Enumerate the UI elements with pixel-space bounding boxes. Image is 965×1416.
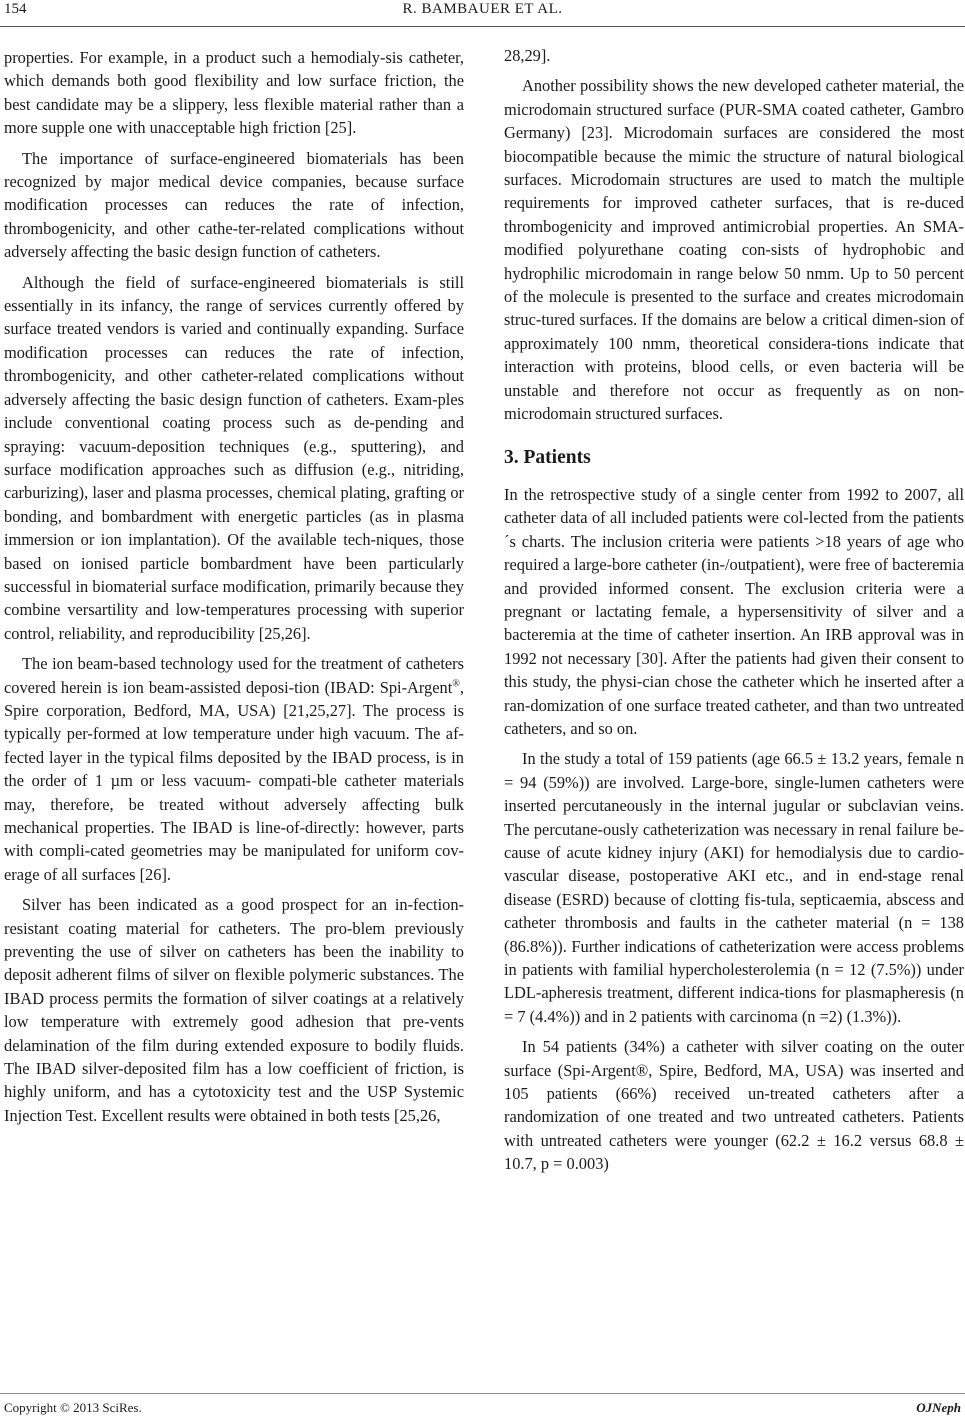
paragraph: Another possibility shows the new developed catheter material, the microdomain structured surface (PUR-SMA coated catheter, Gambro Germany) [23]. Microdomain surfaces are considered the most biocompatible because the mimic the structure of natural biological surfaces. Microdomain structures are used to match the multiple requirements for improved catheter surfaces, that is re-duced thrombogenicity and improved antimicrobial properties. An SMA-modified polyurethane coating con-sists of hydrophobic and hydrophilic microdomain in range below 50 nmm. Up to 50 percent of the molecule is presented to the surface and creates microdomain struc-tured surfaces. If the domains are below a critical dimen-sion of approximately 100 nmm, theoretical considera-tions indicate that interaction with proteins, blood cells, or even bacteria will be unstable and therefore not occur as frequently as on non-microdomain structured surfaces. (504, 76, 964, 424)
left-column (4, 46, 464, 1127)
text-run: , Spire corporation, Bedford, MA, USA) [21,25,27]. The process is typically per-formed at low temperature under high vacuum. The af-fected layer in the typical films deposited by the IBAD process, is in the order of 1 µm or less vacuum- compati-ble catheter materials may, therefore, be treated without adversely affecting bulk mechanical properties. The IBAD is line-of-directly: however, parts with compli-cated geometries may be manipulated for uniform cov-erage of all surfaces [26]. (4, 677, 464, 884)
footer-rule (0, 1393, 965, 1394)
copyright-notice: Copyright © 2013 SciRes. (4, 1400, 142, 1415)
paragraph: In the retrospective study of a single center from 1992 to 2007, all catheter data of all included patients were col-lected from the patients´s charts. The inclusion criteria were patients >18 years of age who required a large-bore catheter (in-/outpatient), were free of bacteremia and provided informed consent. The exclusion criteria were a pregnant or lactating female, a hypersensitivity of silver and a bacteremia at the time of catheter insertion. An IRB approval was in 1992 not necessary [30]. After the patients had given their consent to this study, the physi-cian chose the catheter which he inserted after a ran-domization of one surface treated catheter, and than two untreated catheters, and so on. (504, 484, 964, 738)
paragraph: properties. For example, in a product such a hemodialy-sis catheter, which demands both good flexibility and low surface friction, the best candidate may be a slippery, less flexible material rather than a more supple one with unacceptable high friction [25]. (4, 48, 464, 138)
paragraph: Although the field of surface-engineered biomaterials is still essentially in its infancy, the range of services currently offered by surface treated vendors is varied and continually expanding. Surface modification processes can reduces the rate of infection, thrombogenicity, and other catheter-related complications without adversely affecting the basic design function of catheters. Exam-ples include conventional coating process such as de-pending and spraying: vacuum-deposition techniques (e.g., sputtering), and surface modification approaches such as diffusion (e.g., nitriding, carburizing), laser and plasma processes, chemical plating, grafting or bonding, and bombardment with energetic particles (as in plasma immersion or ion implantation). Of the available tech-niques, those based on ionised particle bombardment have been particularly successful in biomaterial surface modification, primarily because they combine versartility and low-temperatures processing with superior control, reliability, and reproducibility [25,26]. (4, 272, 464, 643)
right-column (504, 44, 964, 1176)
text-run: The ion beam-based technology used for the treatment of catheters covered herein is ion beam-assisted deposi-tion (IBAD: Spi-Argent (4, 654, 464, 697)
section-title: 3. Patients (504, 446, 591, 468)
paragraph: In 54 patients (34%) a catheter with silver coating on the outer surface (Spi-Argent®, Spire, Bedford, MA, USA) was inserted and 105 patients (66%) received un-treated catheters after a randomization of one treated and two untreated catheters. Patients with untreated catheters were younger (62.2 ± 16.2 versus 68.8 ± 10.7, p = 0.003) (504, 1037, 964, 1174)
paragraph: In the study a total of 159 patients (age 66.5 ± 13.2 years, female n = 94 (59%)) are involved. Large-bore, single-lumen catheters were inserted percutaneously in the internal jugular or subclavian veins. The percutane-ously catheterization was necessary in renal failure be-cause of acute kidney injury (AKI) for hemodialysis due to cardio-vascular disease, postoperative AKI etc., and in end-stage renal disease (ESRD) because of clotting fis-tula, septicaemia, abscess and catheter thrombosis and faults in the catheter material (n = 138 (86.8%)). Further indications of catheterization were access problems in patients with familial hypercholesterolemia (n = 12 (7.5%)) under LDL-apheresis treatment, different indica-tions for plasmapheresis (n = 7 (4.4%)) and in 2 patients with carcinoma (n =2) (1.3%)). (504, 749, 964, 1026)
registered-mark: ® (452, 678, 460, 690)
paragraph: 28,29]. (504, 46, 551, 65)
journal-abbrev: OJNeph (916, 1400, 961, 1415)
running-head: R. BAMBAUER ET AL. (402, 1, 563, 17)
paragraph: Silver has been indicated as a good prospect for an in-fection-resistant coating material for catheters. The pro-blem previously preventing the use of silver on catheters has been the inability to deposit adherent films of silver on flexible polymeric substances. The IBAD process permits the formation of silver coatings at a relatively low temperature with extremely good adhesion that pre-vents delamination of the film during extended exposure to bodily fluids. The IBAD silver-deposited film has a low coefficient of friction, is highly uniform, and has a cytotoxicity test and the USP Systemic Injection Test. Excellent results were obtained in both tests [25,26, (4, 895, 464, 1125)
paragraph: The importance of surface-engineered biomaterials has been recognized by major medical device companies, because surface modification processes can reduces the rate of infection, thrombogenicity, and other cathe-ter-related complications without adversely affecting the basic design function of catheters. (4, 148, 464, 262)
header-rule (0, 26, 965, 27)
paragraph (4, 652, 464, 886)
page-number: 154 (4, 1, 27, 17)
page-header (0, 0, 965, 26)
